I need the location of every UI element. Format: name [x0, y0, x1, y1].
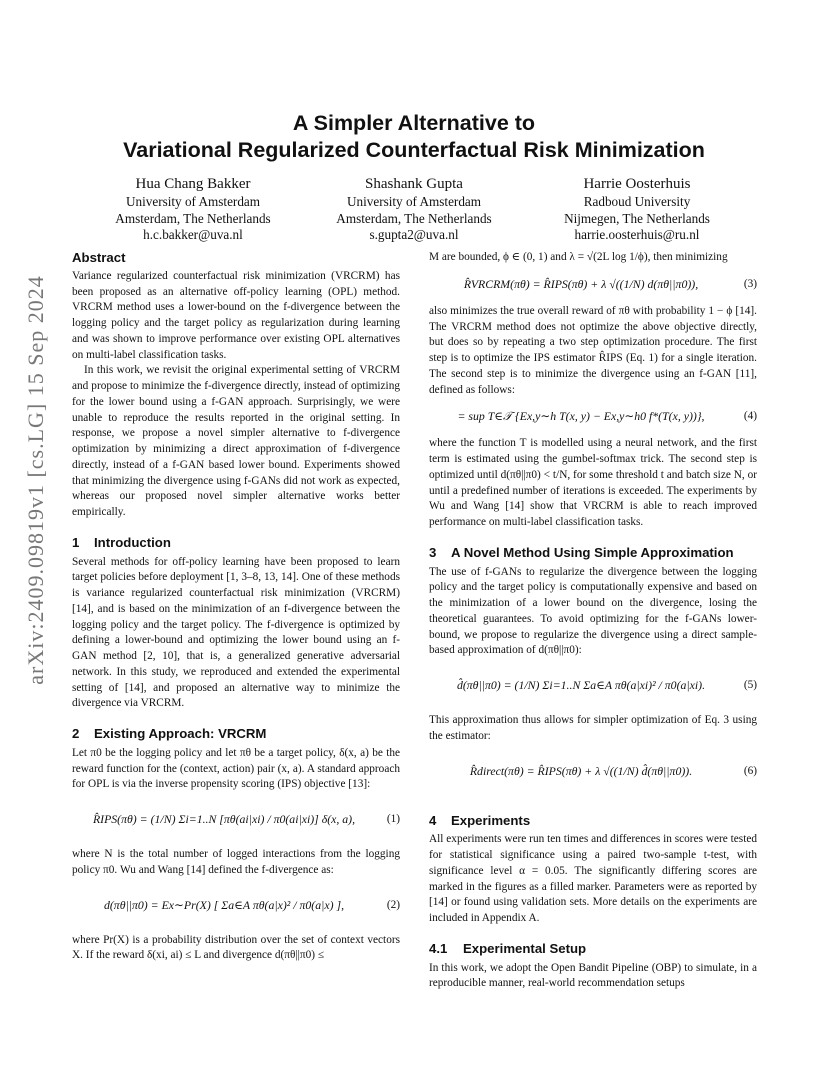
author-name: Hua Chang Bakker: [135, 176, 251, 192]
author-block-2: [304, 175, 524, 244]
equation-number: (6): [743, 764, 757, 777]
author-block-3: [527, 175, 747, 244]
equation-body: R̂VRCRM(πθ) = R̂IPS(πθ) + λ √((1/N) d(πθ||π0)),: [463, 276, 699, 291]
paper-title-line-2: Variational Regularized Counterfactual Risk Minimization: [123, 138, 705, 162]
equation-number: (2): [386, 898, 400, 911]
section-4-paragraph: All experiments were run ten times and differences in scores were tested for statistical significance using a paired two-sample t-test, with significance level α = 0.05. The significantly differing scores are marked in the figures as a filled marker. Parameters were as reported by [14] or found using validation sets. More details on the experiments are included in Appendix A.: [429, 833, 757, 924]
equation-body: d̂(πθ||π0) = (1/N) Σi=1..N Σa∈A πθ(a|xi)² / π0(a|xi).: [456, 678, 706, 693]
abstract-heading: Abstract: [72, 250, 126, 265]
author-email: h.c.bakker@uva.nl: [143, 227, 243, 242]
section-title: Experiments: [451, 812, 531, 828]
section-3-heading: [429, 545, 757, 561]
subsection-4-1-paragraph: In this work, we adopt the Open Bandit Pipeline (OBP) to simulate, in a reproducible manner, real-world recommendation setups: [429, 961, 757, 990]
author-name: Shashank Gupta: [365, 176, 463, 192]
equation-2: [72, 879, 400, 933]
section-title: Introduction: [94, 534, 171, 550]
section-2-heading: [72, 726, 400, 742]
author-email: s.gupta2@uva.nl: [369, 227, 459, 242]
section-title: Experimental Setup: [463, 940, 587, 956]
abstract-paragraph-2: In this work, we revisit the original experimental setting of VRCRM and propose to minimize the f-divergence directly, instead of optimizing for the lower bound using a f-GAN approach. Surprisingly, we were unable to reproduce the results reported in the original setting. In response, we propose a novel simpler alternative to f-divergence optimization by minimizing a direct approximation of f-divergence directly, instead of a f-GAN based lower bound. Experiments showed that minimizing the divergence using f-GANs did not work as expected, whereas our proposed novel simpler alternative works better empirically.: [72, 364, 400, 518]
section-title: A Novel Method Using Simple Approximation: [451, 544, 734, 560]
abstract-paragraph-1: Variance regularized counterfactual risk minimization (VRCRM) has been proposed as an alternative off-policy learning (OPL) method. VRCRM method uses a lower-bound on the f-divergence between the logging policy and the target policy as regularization during learning and was shown to improve performance over existing OPL alternatives on multi-label classification tasks.: [72, 269, 400, 361]
subsection-4-1-heading: [429, 941, 757, 957]
author-location: Amsterdam, The Netherlands: [115, 210, 271, 226]
equation-body: d(πθ||π0) = Ex∼Pr(X) [ Σa∈A πθ(a|x)² / π0(a|x) ],: [103, 897, 345, 912]
equation-number: (4): [743, 410, 757, 423]
left-column: [72, 250, 400, 964]
section-3-paragraph-1: The use of f-GANs to regularize the divergence between the logging policy and the target policy is computationally expensive and based on the minimization of a lower bound on the divergence, losing the theoretical guarantees. To avoid optimizing for the f-GANs lower-bound, we propose to regularize the divergence using a direct sample-based approximation of d(πθ||π0):: [429, 565, 757, 657]
section-number: 4.1: [429, 940, 448, 956]
equation-5: [429, 659, 757, 713]
section-title: Existing Approach: VRCRM: [94, 726, 267, 741]
section-2-paragraph-4: M are bounded, ϕ ∈ (0, 1) and λ = √(2L log 1/ϕ), then minimizing: [429, 251, 728, 263]
author-block-1: [83, 175, 303, 244]
equation-body: = sup T∈𝒯 {Ex,y∼h T(x, y) − Ex,y∼h0 f*(T(x, y))},: [457, 409, 705, 424]
equation-body: R̂IPS(πθ) = (1/N) Σi=1..N [πθ(ai|xi) / π0(ai|xi)] δ(x, a),: [92, 812, 356, 827]
section-4-heading: [429, 813, 757, 829]
equation-4: [429, 398, 757, 436]
author-email: harrie.oosterhuis@ru.nl: [574, 227, 700, 242]
author-affiliation: University of Amsterdam: [125, 194, 261, 209]
author-affiliation: Radboud University: [583, 194, 691, 209]
section-number: 1: [72, 534, 80, 550]
author-location: Amsterdam, The Netherlands: [336, 210, 492, 226]
section-1-heading: [72, 535, 400, 551]
section-2-paragraph-3: where Pr(X) is a probability distribution over the set of context vectors X. If the reward δ(xi, ai) ≤ L and divergence d(πθ||π0) ≤: [72, 933, 400, 962]
equation-body: R̂direct(πθ) = R̂IPS(πθ) + λ √((1/N) d̂(πθ||π0)).: [469, 763, 693, 778]
arxiv-stamp: arXiv:2409.09819v1 [cs.LG] 15 Sep 2024: [23, 275, 48, 685]
equation-number: (1): [386, 813, 400, 826]
equation-3: [429, 266, 757, 304]
equation-number: (5): [743, 679, 757, 692]
author-affiliation: University of Amsterdam: [346, 194, 482, 209]
paper-title-line-1: A Simpler Alternative to: [292, 111, 536, 135]
section-3-paragraph-2: This approximation thus allows for simpler optimization of Eq. 3 using the estimator:: [429, 714, 757, 742]
section-2-paragraph-6: where the function T is modelled using a neural network, and the first term is estimated using the gumbel-softmax trick. The second step is optimized until d(πθ||π0) < t/N, for some threshold t and batch size N, or until a predefined number of iterations is exceeded. The experiments by Wu and Wang [14] show that VRCRM is able to reach improved performance on multi-label classification tasks.: [429, 437, 757, 528]
right-column: [429, 250, 757, 992]
equation-1: [72, 793, 400, 847]
intro-paragraph: Several methods for off-policy learning have been proposed to learn target policies before deployment [1, 3–8, 13, 14]. One of these methods is variance regularized counterfactual risk minimization (VRCRM) [14], and is based on the minimization of an f-divergence between the logging policy and the target policy. The f-divergence is optimized by defining a lower-bound and optimizing the lower bound using an f-GAN method [2, 10], that is, a generalized generative adversarial network. In this study, we reproduced and extended the experimental setting of [14], and proposed an alternative way to minimize the divergence via VRCRM.: [72, 555, 400, 710]
author-location: Nijmegen, The Netherlands: [564, 210, 710, 226]
section-number: 3: [429, 544, 437, 560]
section-2-paragraph-1: Let π0 be the logging policy and let πθ be a target policy, δ(x, a) be the reward function for the (context, action) pair (x, a). A standard approach for OPL is via the inverse propensity scoring (IPS) objective [13]:: [72, 746, 400, 791]
section-2-paragraph-5: also minimizes the true overall reward of πθ with probability 1 − ϕ [14]. The VRCRM method does not optimize the above objective directly, but does so by repeating a two step optimization procedure. The first step is to optimize the IPS estimator R̂IPS (Eq. 1) for a single iteration. The second step is to minimize the divergence using an f-GAN [11], defined as follows:: [429, 304, 757, 396]
equation-6: [429, 745, 757, 799]
section-number: 2: [72, 726, 80, 741]
section-2-paragraph-2: where N is the total number of logged interactions from the logging policy π0. Wu and Wang [14] defined the f-divergence as:: [72, 848, 400, 876]
equation-number: (3): [743, 277, 757, 290]
author-name: Harrie Oosterhuis: [583, 176, 691, 192]
section-number: 4: [429, 812, 437, 828]
